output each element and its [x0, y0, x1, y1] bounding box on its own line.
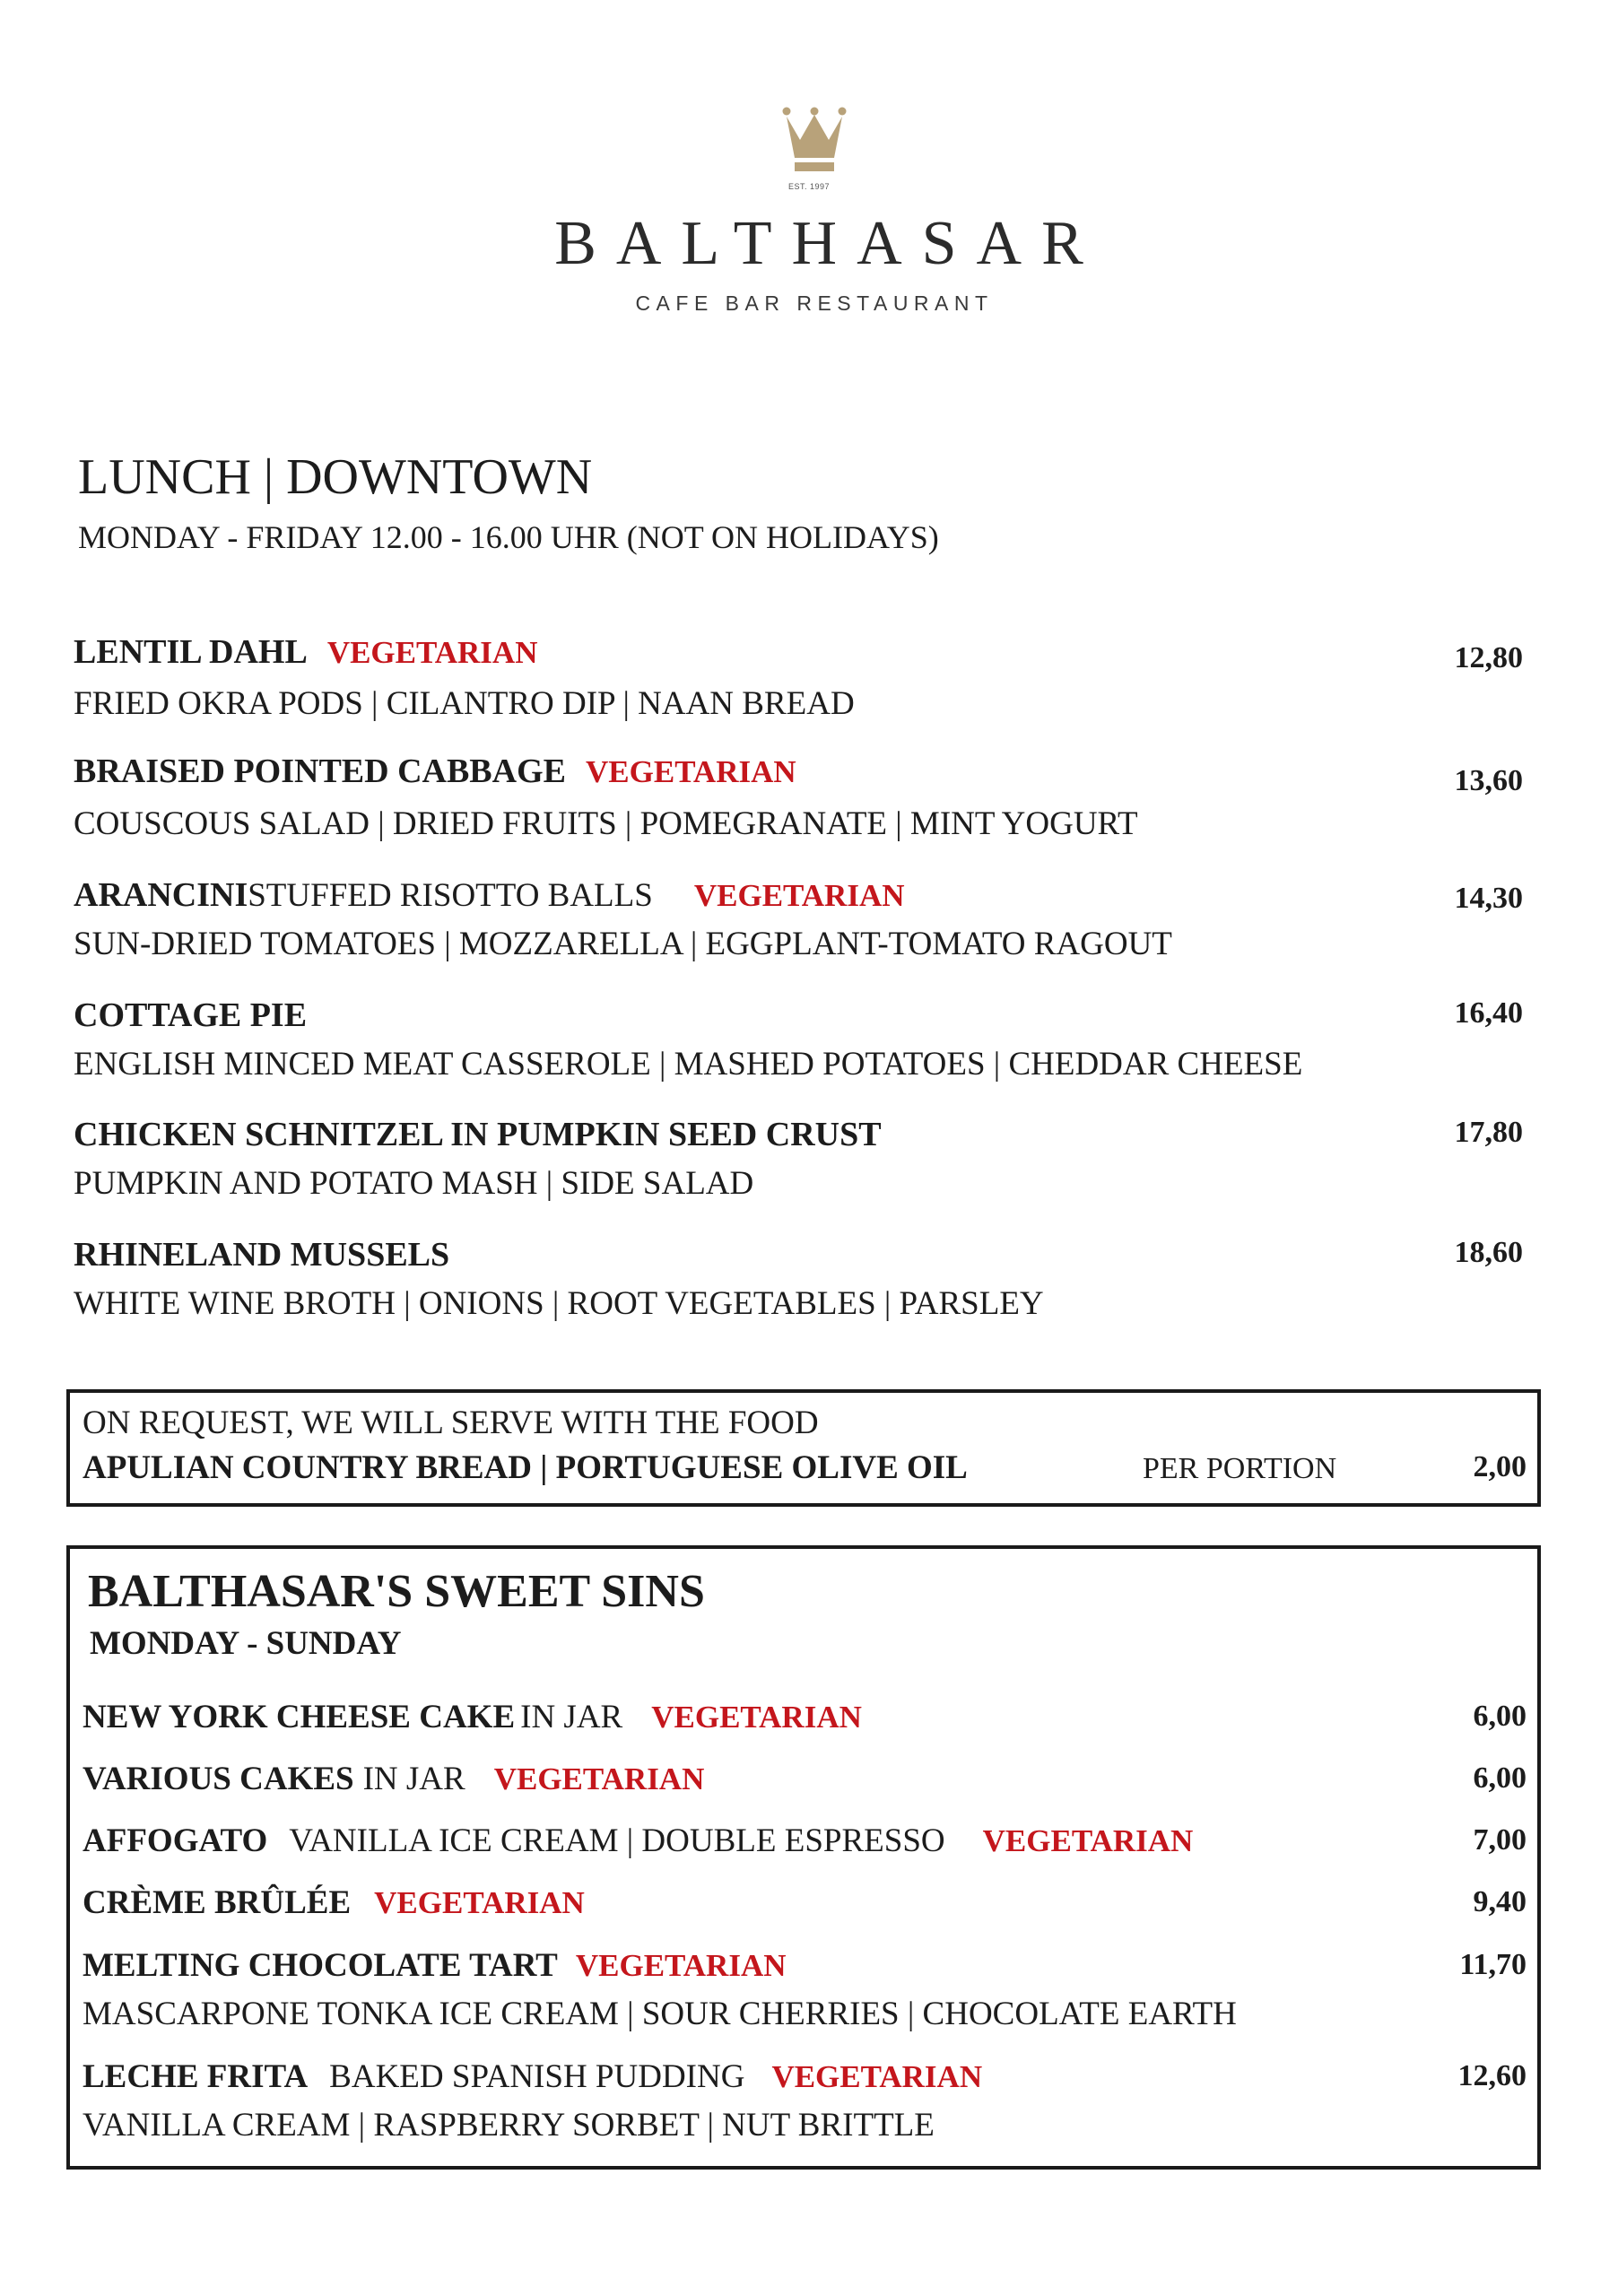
- item-price: 12,60: [1457, 2059, 1527, 2092]
- vegetarian-tag: VEGETARIAN: [586, 754, 796, 789]
- item-subtitle: IN JAR: [362, 1761, 465, 1797]
- item-name: LECHE FRITA: [83, 2058, 309, 2095]
- item-description: VANILLA CREAM | RASPBERRY SORBET | NUT BRITTLE: [83, 2107, 935, 2144]
- crown-logo-icon: [782, 106, 847, 179]
- item-subtitle: VANILLA ICE CREAM | DOUBLE ESPRESSO: [289, 1822, 945, 1859]
- item-description: ENGLISH MINCED MEAT CASSEROLE | MASHED POTATOES | CHEDDAR CHEESE: [74, 1046, 1303, 1083]
- bread-name: APULIAN COUNTRY BREAD | PORTUGUESE OLIVE OIL: [83, 1449, 968, 1486]
- menu-item: [83, 1822, 1193, 1860]
- menu-item: [83, 1698, 862, 1736]
- vegetarian-tag: VEGETARIAN: [771, 2059, 983, 2094]
- item-subtitle: IN JAR: [520, 1699, 623, 1735]
- item-description: MASCARPONE TONKA ICE CREAM | SOUR CHERRIES | CHOCOLATE EARTH: [83, 1996, 1237, 2032]
- vegetarian-tag: VEGETARIAN: [982, 1823, 1194, 1858]
- lunch-schedule: MONDAY - FRIDAY 12.00 - 16.00 UHR (NOT ON HOLIDAYS): [78, 519, 939, 555]
- item-price: 11,70: [1459, 1948, 1527, 1981]
- item-price: 18,60: [1454, 1236, 1523, 1269]
- item-price: 7,00: [1473, 1823, 1527, 1857]
- item-price: 6,00: [1473, 1700, 1527, 1733]
- item-name: MELTING CHOCOLATE TART: [83, 1947, 558, 1984]
- sweet-sins-box: [66, 1545, 1541, 2170]
- menu-item: [74, 996, 1618, 1039]
- vegetarian-tag: VEGETARIAN: [575, 1948, 787, 1983]
- menu-item: [74, 875, 1618, 918]
- menu-item: [83, 1946, 787, 1985]
- established-year: EST. 1997: [787, 182, 831, 191]
- item-description: PUMPKIN AND POTATO MASH | SIDE SALAD: [74, 1165, 754, 1202]
- brand-name: BALTHASAR: [554, 209, 1103, 278]
- vegetarian-tag: VEGETARIAN: [693, 878, 905, 913]
- sweets-days: MONDAY - SUNDAY: [90, 1625, 402, 1662]
- bread-option-box: [66, 1389, 1541, 1507]
- sweets-title: BALTHASAR'S SWEET SINS: [88, 1566, 705, 1617]
- item-price: 9,40: [1473, 1885, 1527, 1918]
- menu-item: [83, 1883, 585, 1922]
- vegetarian-tag: VEGETARIAN: [326, 635, 538, 670]
- item-name: ARANCINI: [74, 876, 248, 914]
- menu-item: [83, 2057, 982, 2096]
- vegetarian-tag: VEGETARIAN: [651, 1700, 862, 1735]
- item-name: RHINELAND MUSSELS: [74, 1236, 450, 1274]
- menu-item: [74, 1235, 1618, 1278]
- lunch-title: LUNCH | DOWNTOWN: [78, 449, 593, 505]
- item-subtitle: BAKED SPANISH PUDDING: [329, 2058, 745, 2095]
- item-price: 14,30: [1454, 882, 1523, 915]
- item-description: FRIED OKRA PODS | CILANTRO DIP | NAAN BREAD: [74, 685, 855, 722]
- item-name: CRÈME BRÛLÉE: [83, 1884, 352, 1921]
- menu-item: [74, 632, 1618, 675]
- menu-item: [83, 1760, 704, 1798]
- bread-price: 2,00: [1473, 1450, 1527, 1483]
- item-description: COUSCOUS SALAD | DRIED FRUITS | POMEGRANATE | MINT YOGURT: [74, 805, 1138, 842]
- item-name: LENTIL DAHL: [74, 633, 308, 671]
- item-price: 6,00: [1473, 1761, 1527, 1795]
- item-subtitle: STUFFED RISOTTO BALLS: [248, 877, 653, 914]
- vegetarian-tag: VEGETARIAN: [374, 1885, 585, 1920]
- item-name: COTTAGE PIE: [74, 996, 308, 1034]
- item-name: BRAISED POINTED CABBAGE: [74, 752, 566, 790]
- vegetarian-tag: VEGETARIAN: [493, 1761, 705, 1796]
- item-description: SUN-DRIED TOMATOES | MOZZARELLA | EGGPLANT-TOMATO RAGOUT: [74, 926, 1172, 962]
- menu-item: [74, 752, 1618, 795]
- item-price: 13,60: [1454, 764, 1523, 797]
- item-price: 17,80: [1454, 1116, 1523, 1149]
- bread-unit: PER PORTION: [1143, 1452, 1337, 1485]
- item-name: NEW YORK CHEESE CAKE: [83, 1699, 516, 1735]
- bread-note: ON REQUEST, WE WILL SERVE WITH THE FOOD: [83, 1405, 819, 1441]
- item-name: VARIOUS CAKES: [83, 1761, 354, 1797]
- brand-tagline: CAFE BAR RESTAURANT: [635, 291, 994, 315]
- item-description: WHITE WINE BROTH | ONIONS | ROOT VEGETABLES | PARSLEY: [74, 1285, 1044, 1322]
- item-name: AFFOGATO: [83, 1822, 268, 1859]
- item-price: 16,40: [1454, 996, 1523, 1030]
- item-price: 12,80: [1454, 641, 1523, 674]
- menu-item: [74, 1115, 1618, 1158]
- item-name: CHICKEN SCHNITZEL IN PUMPKIN SEED CRUST: [74, 1116, 882, 1153]
